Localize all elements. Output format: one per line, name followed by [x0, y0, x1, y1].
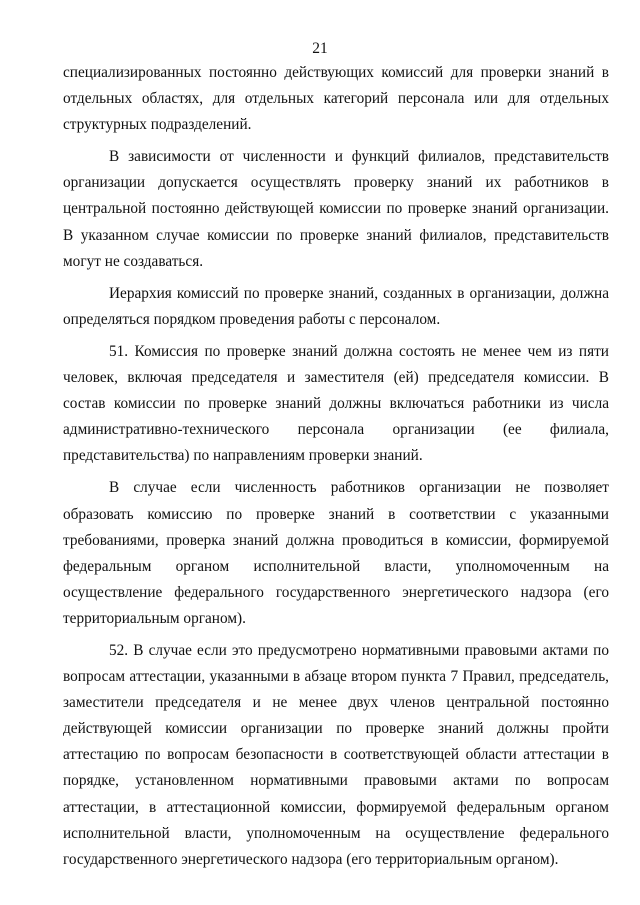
page-number: 21	[312, 40, 328, 57]
paragraph-hierarchy: Иерархия комиссий по проверке знаний, созданных в организации, должна определяться порядком проведения работы с персоналом.	[63, 284, 609, 328]
paragraph-51: 51. Комиссия по проверке знаний должна состоять не менее чем из пяти человек, включая председателя и заместителя (ей) председателя комиссии. В состав комиссии по проверке знаний должны включаться работники из числа административно-технического персонала организации (ее филиала, представительства) по направлениям проверки знаний.	[63, 342, 609, 465]
paragraph-continuation: специализированных постоянно действующих комиссий для проверки знаний в отдельных областях, для отдельных категорий персонала или для отдельных структурных подразделений.	[63, 64, 609, 134]
paragraph-51-exception: В случае если численность работников организации не позволяет образовать комиссию по проверке знаний в соответствии с указанными требованиями, проверка знаний должна проводиться в комиссии, формируемой федеральным органом исполнительной власти, уполномоченным на осуществление федерального государственного энергетического надзора (его территориальным органом).	[63, 479, 609, 627]
document-body	[63, 60, 609, 879]
paragraph-52: 52. В случае если это предусмотрено нормативными правовыми актами по вопросам аттестации, указанными в абзаце втором пункта 7 Правил, председатель, заместители председателя и не менее двух членов центральной постоянно действующей комиссии организации по проверке знаний должны пройти аттестацию по вопросам безопасности в соответствующей области аттестации в порядке, установленном нормативными правовыми актами по вопросам аттестации, в аттестационной комиссии, формируемой федеральным органом исполнительной власти, уполномоченным на осуществление федерального государственного энергетического надзора (его территориальным органом).	[63, 641, 609, 868]
paragraph-branches: В зависимости от численности и функций филиалов, представительств организации допускается осуществлять проверку знаний их работников в центральной постоянно действующей комиссии по проверке знаний организации. В указанном случае комиссии по проверке знаний филиалов, представительств могут не создаваться.	[63, 148, 609, 270]
